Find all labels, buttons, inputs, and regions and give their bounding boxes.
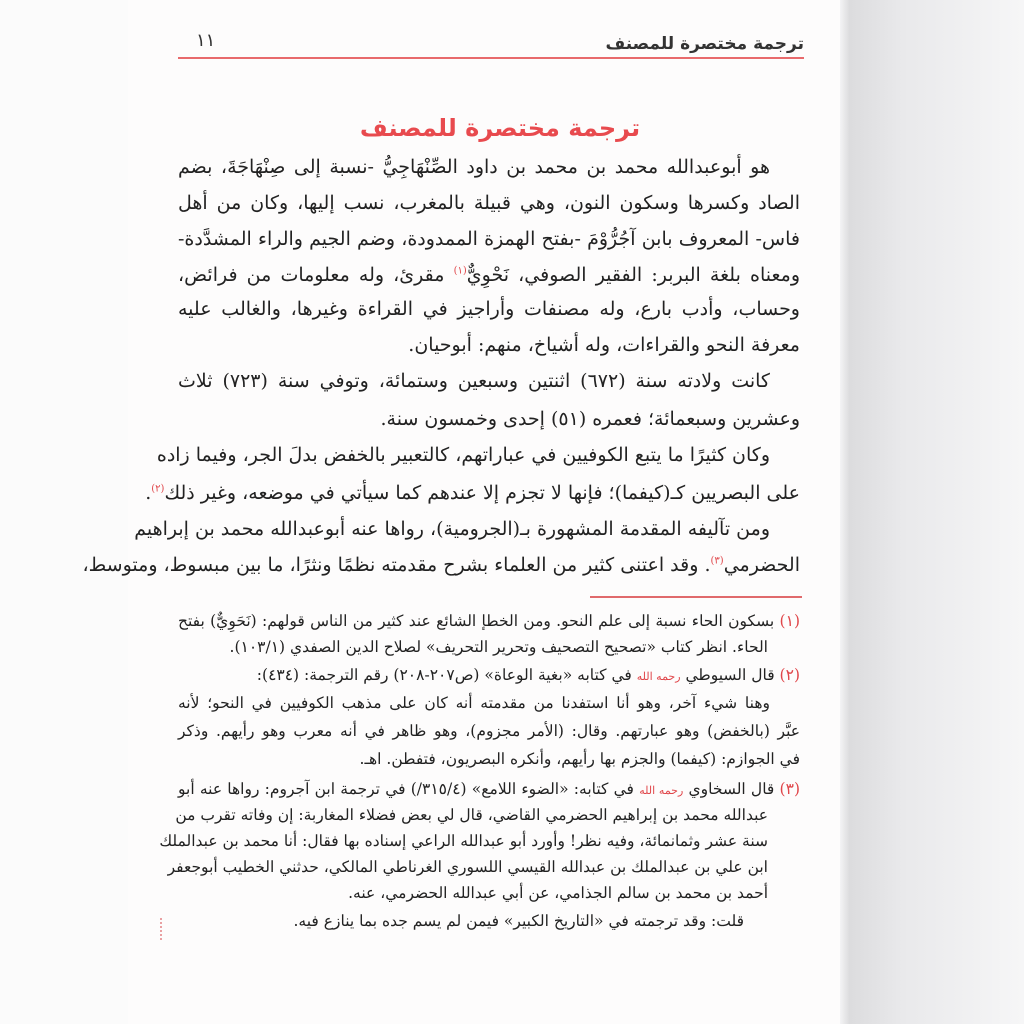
footnote-line: وهنا شيء آخر، وهو أنا استفدنا من مقدمته أنه كان على مذهب الكوفيين في النحو؛ لأنه	[178, 694, 770, 712]
footnote-mark: (١)	[779, 612, 800, 630]
footnote-ref-3[interactable]: (٣)	[710, 555, 724, 567]
body-line	[82, 554, 800, 576]
body-line: على البصريين كـ(كيفما)؛ فإنها لا تجزم إلا عندهم كما سيأتي في موضعه، وغير ذلك$^{(٢)}$.	[145, 482, 800, 504]
body-text: الحضرمي	[723, 554, 800, 576]
header-rule	[178, 57, 804, 59]
footnote-1	[178, 612, 800, 630]
body-line: فاس- المعروف بابن آجُرُّوْمَ -بفتح الهمزة الممدودة، وضم الجيم والراء المشدَّدة-	[178, 228, 800, 250]
footnote-separator	[590, 596, 802, 598]
footnote-3	[178, 780, 800, 798]
body-line: ومن تآليفه المقدمة المشهورة بـ(الجرومية)، رواها عنه أبوعبدالله محمد بن إبراهيم	[134, 518, 770, 540]
footnote-line: ابن علي بن عبدالملك بن عبدالله القيسي اللسوري الغرناطي المالكي، حدثني الخطيب أبوجعفر	[167, 858, 768, 876]
body-text: على البصريين كـ(كيفما)؛ فإنها لا تجزم إلا عندهم كما سيأتي في موضعه، وغير ذلك	[164, 482, 800, 504]
body-text: . وقد اعتنى كثير من العلماء بشرح مقدمته نظمًا ونثرًا، ما بين مبسوط، ومتوسط،	[82, 554, 711, 576]
body-line: معرفة النحو والقراءات، وله أشياخ، منهم: أبوحيان.	[408, 334, 800, 356]
footnote-mark: (٢)	[779, 666, 800, 684]
footnote-text: في كتابه: «الضوء اللامع» (٣١٥/٤/) في ترجمة ابن آجروم: رواها عنه أبو	[178, 780, 634, 798]
footnote-line: عبَّر (بالخفض) وهو عبارتهم. وقال: (الأمر مجزوم)، وهو ظاهر في أنه معرب وهو رأيهم. وذكر	[178, 722, 800, 740]
footnote-line: عبدالله محمد بن إبراهيم الحضرمي القاضي، قال لي بعض فضلاء المغاربة: إن وفاته تقرب من	[175, 806, 768, 824]
footnote-text: في كتابه «بغية الوعاة» (ص٢٠٧-٢٠٨) رقم الترجمة: (٤٣٤):	[256, 666, 632, 684]
body-line: وعشرين وسبعمائة؛ فعمره (٥١) إحدى وخمسون سنة.	[380, 408, 800, 430]
footnote-line: الحاء. انظر كتاب «تصحيح التصحيف وتحرير التحريف» لصلاح الدين الصفدي (١٠٣/١).	[229, 638, 768, 656]
section-title: ترجمة مختصرة للمصنف	[359, 114, 641, 142]
body-text: ومعناه بلغة البربر: الفقير الصوفي، نَحْوِيٌّ	[466, 264, 800, 286]
facing-page-shadow	[850, 0, 1024, 1024]
body-line: وكان كثيرًا ما يتبع الكوفيين في عباراتهم، كالتعبير بالخفض بدلَ الجر، وفيما زاده	[156, 444, 770, 466]
body-line	[178, 264, 800, 286]
body-line: الصاد وكسرها وسكون النون، وهي قبيلة بالمغرب، نسب إليها، وكان من أهل	[178, 192, 800, 214]
running-title: ترجمة مختصرة للمصنف	[605, 34, 804, 54]
body-line: كانت ولادته سنة (٦٧٢) اثنتين وسبعين وستمائة، وتوفي سنة (٧٢٣) ثلاث	[178, 370, 770, 392]
footnote-line: قلت: وقد ترجمته في «التاريخ الكبير» فيمن لم يسم جده بما ينازع فيه.	[293, 912, 744, 930]
footnote-text: بسكون الحاء نسبة إلى علم النحو. ومن الخطإ الشائع عند كثير من الناس قولهم: (نَحَوِيٌّ) بفتح	[178, 612, 775, 630]
body-text: مقرئ، وله معلومات من فرائض،	[178, 264, 454, 286]
page-number: ١١	[196, 30, 216, 51]
footnote-line: سنة عشر وثمانمائة، وفيه نظر! وأورد أبو عبدالله الراعي إسناده بها فقال: أنا محمد بن عبدالملك	[159, 832, 768, 850]
footnote-2	[178, 666, 800, 684]
footnote-mark: (٣)	[779, 780, 800, 798]
footnote-line: في الجوازم: (كيفما) والجزم بها رأيهم، وأنكره البصريون، فتفطن. اهـ.	[359, 750, 800, 768]
footnote-ref-1[interactable]: (١)	[453, 265, 467, 277]
margin-mark	[160, 918, 168, 940]
footnote-ref-2[interactable]: (٢)	[151, 483, 165, 495]
body-line: وحساب، وأدب بارع، وله مصنفات وأراجيز في القراءة وغيرها، والغالب عليه	[178, 298, 800, 320]
body-line: هو أبوعبدالله محمد بن محمد بن داود الصِّنْهَاجِيُّ -نسبة إلى صِنْهَاجَةَ، بضم	[178, 156, 770, 178]
footnote-text: قال السيوطي	[685, 666, 775, 684]
footnote-line: أحمد بن محمد بن سالم الجذامي، عن أبي عبدالله الحضرمي، عنه.	[348, 884, 768, 902]
honorific-glyph: رحمه الله	[639, 784, 684, 797]
honorific-glyph: رحمه الله	[636, 670, 681, 683]
footnote-text: قال السخاوي	[688, 780, 775, 798]
